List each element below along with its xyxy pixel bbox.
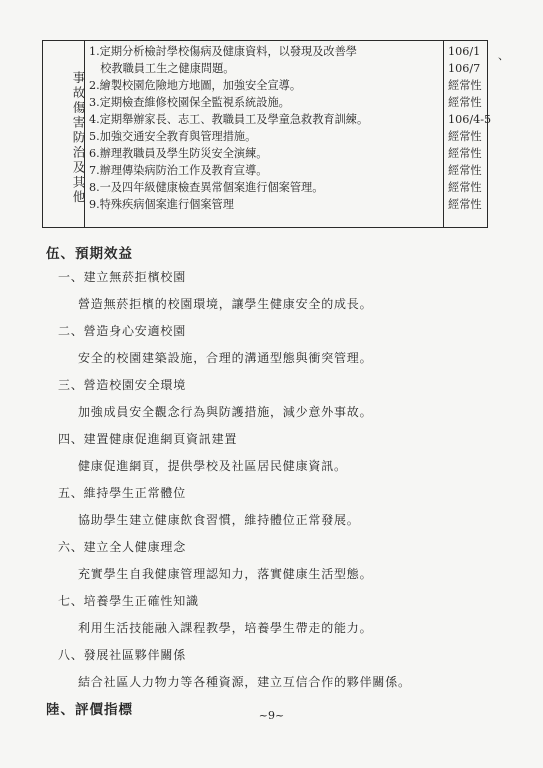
benefit-title: 一、建立無菸拒檳校園	[58, 270, 187, 284]
schedule-cell	[444, 41, 509, 227]
schedule-date: 經常性	[448, 181, 482, 194]
schedule-date: 106/4-5	[448, 113, 492, 126]
benefit-title: 二、營造身心安適校園	[58, 324, 187, 338]
schedule-separator: 、	[498, 49, 509, 62]
measures-table	[42, 40, 509, 228]
measure-item: 8.一及四年級健康檢查異常個案進行個案管理。	[89, 181, 324, 194]
schedule-date: 經常性	[448, 198, 482, 211]
schedule-date: 106/7	[448, 62, 481, 75]
benefit-text: 安全的校園建築設施，合理的溝通型態與衝突管理。	[78, 351, 373, 365]
schedule-date: 經常性	[448, 164, 482, 177]
benefit-title: 四、建置健康促進網頁資訊建置	[58, 432, 238, 446]
schedule-date: 經常性	[448, 147, 482, 160]
measure-item: 校教職員工生之健康問題。	[89, 62, 235, 75]
benefit-text: 利用生活技能融入課程教學，培養學生帶走的能力。	[78, 621, 373, 635]
benefit-title: 三、營造校園安全環境	[58, 378, 187, 392]
category-cell	[43, 41, 85, 227]
measure-item: 1.定期分析檢討學校傷病及健康資料，以發現及改善學	[89, 45, 357, 58]
section-heading-evaluation-indicators: 陸、評價指標	[46, 702, 133, 718]
measure-item: 9.特殊疾病個案進行個案管理	[89, 198, 234, 211]
section-heading-expected-benefits: 伍、預期效益	[46, 246, 133, 262]
benefit-title: 八、發展社區夥伴關係	[58, 648, 187, 662]
benefit-text: 營造無菸拒檳的校園環境，讓學生健康安全的成長。	[78, 297, 373, 311]
schedule-date: 106/1	[448, 45, 481, 58]
benefit-text: 加強成員安全觀念行為與防護措施，減少意外事故。	[78, 405, 373, 419]
measure-item: 2.繪製校園危險地方地圖，加強安全宣導。	[89, 79, 302, 92]
schedule-date: 經常性	[448, 130, 482, 143]
category-label: 事故傷害防治及其他	[71, 71, 86, 206]
measure-item: 6.辦理教職員及學生防災安全演練。	[89, 147, 268, 160]
schedule-date: 經常性	[448, 79, 482, 92]
measure-item: 3.定期檢查維修校園保全監視系統設施。	[89, 96, 290, 109]
measure-item: 4.定期舉辦家長、志工、教職員工及學童急救教育訓練。	[89, 113, 369, 126]
measure-item: 5.加強交通安全教育與管理措施。	[89, 130, 257, 143]
benefit-text: 協助學生建立健康飲食習慣，維持體位正常發展。	[78, 513, 360, 527]
benefit-title: 七、培養學生正確性知識	[58, 594, 199, 608]
benefit-text: 健康促進網頁，提供學校及社區居民健康資訊。	[78, 459, 347, 473]
measures-cell	[85, 41, 444, 227]
page-number: ~9~	[258, 709, 285, 722]
benefit-text: 充實學生自我健康管理認知力，落實健康生活型態。	[78, 567, 373, 581]
benefit-text: 結合社區人力物力等各種資源，建立互信合作的夥伴關係。	[78, 675, 411, 689]
schedule-date: 經常性	[448, 96, 482, 109]
measure-item: 7.辦理傳染病防治工作及教育宣導。	[89, 164, 268, 177]
benefit-title: 六、建立全人健康理念	[58, 540, 187, 554]
benefit-title: 五、維持學生正常體位	[58, 486, 187, 500]
